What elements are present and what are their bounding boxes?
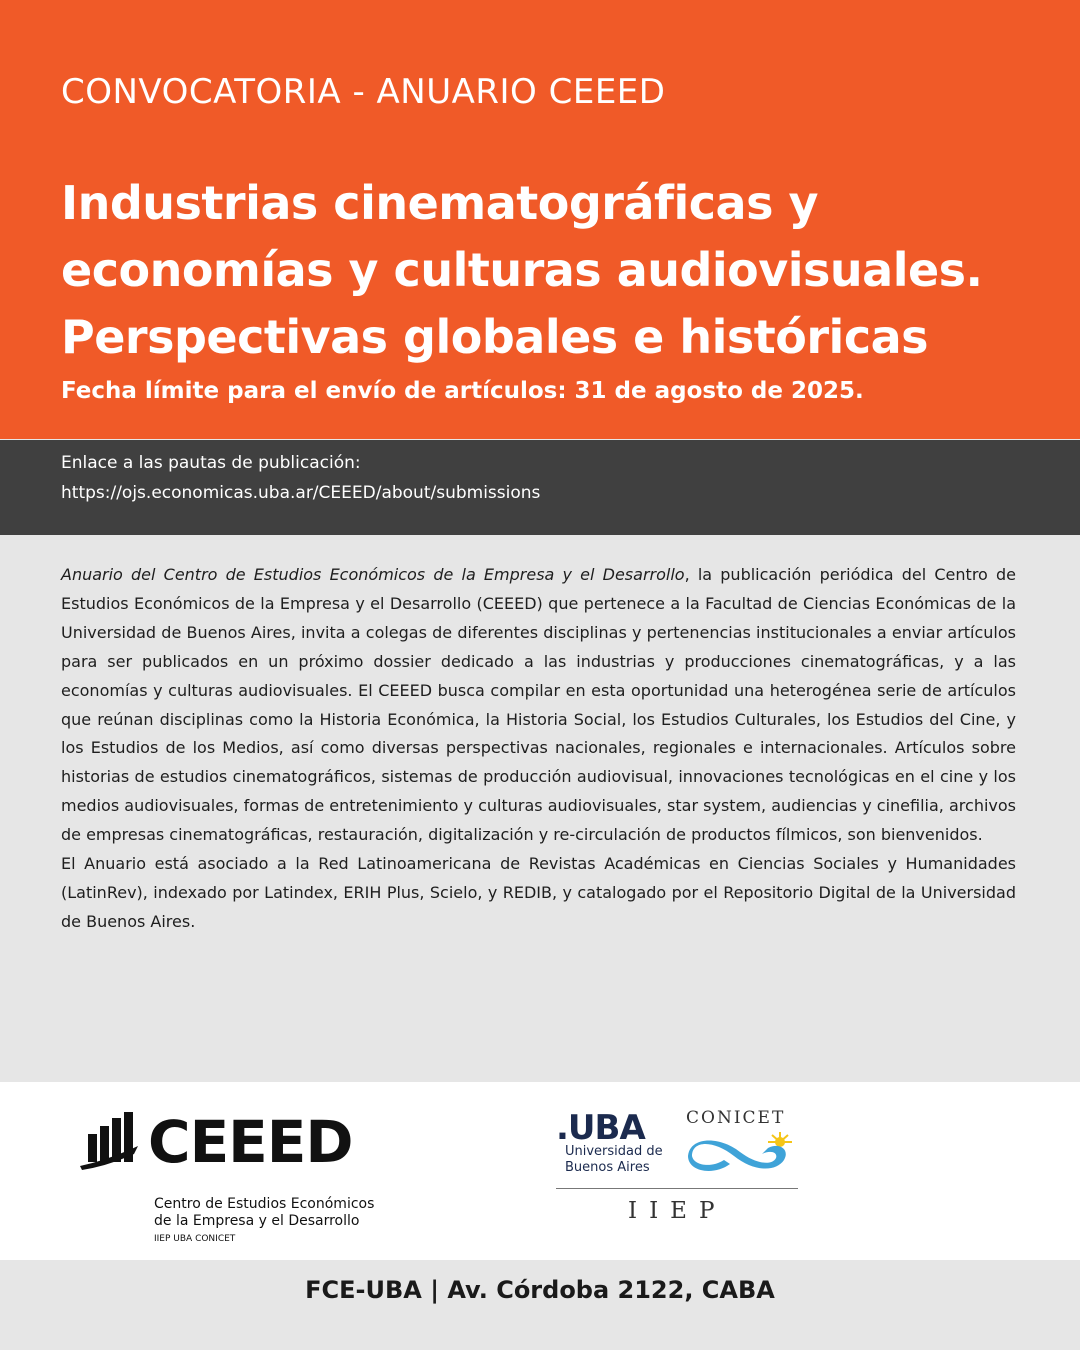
call-description: [61, 561, 1016, 937]
title-line-2: economías y culturas audiovisuales.: [61, 243, 983, 297]
bar-chart-icon: [78, 1110, 142, 1172]
submission-link[interactable]: https://ojs.economicas.uba.ar/CEEED/about/submissions: [61, 483, 541, 503]
logo-divider: [556, 1188, 798, 1189]
page-title: [61, 170, 1051, 371]
uba-wordmark: .UBA: [556, 1108, 645, 1148]
deadline-text: Fecha límite para el envío de artículos: 31 de agosto de 2025.: [61, 378, 864, 404]
footer: [0, 1260, 1080, 1350]
title-line-1: Industrias cinematográficas y: [61, 176, 818, 230]
kicker-title: CONVOCATORIA - ANUARIO CEEED: [61, 72, 666, 112]
ceeed-wordmark: CEEED: [148, 1108, 353, 1176]
journal-name: Anuario del Centro de Estudios Económicos de la Empresa y el Desarrollo: [61, 565, 685, 584]
title-line-3: Perspectivas globales e históricas: [61, 310, 929, 364]
conicet-wordmark: CONICET: [686, 1108, 786, 1128]
footer-address: FCE-UBA | Av. Córdoba 2122, CABA: [305, 1276, 775, 1304]
conicet-infinity-icon: [684, 1130, 800, 1180]
uba-subtitle-2: Buenos Aires: [565, 1160, 650, 1175]
paragraph-1-text: , la publicación periódica del Centro de Estudios Económicos de la Empresa y el Desarrollo (CEEED) que pertenece a la Facultad de Ciencias Económicas de la Universidad de Buenos Aires, invita a colegas de diferentes disciplinas y pertenencias institucionales a enviar artículos para ser publicados en un próximo dossier dedicado a las industrias y producciones cinematográficas, y a las economías y culturas audiovisuales. El CEEED busca compilar en esta oportunidad una heterogénea serie de artículos que reúnan disciplinas como la Historia Económica, la Historia Social, los Estudios Culturales, los Estudios del Cine, y los Estudios de los Medios, así como diversas perspectivas nacionales, regionales e internacionales. Artículos sobre historias de estudios cinematográficos, sistemas de producción audiovisual, innovaciones tecnológicas en el cine y los medios audiovisuales, formas de entretenimiento y culturas audiovisuales, star system, audiencias y cinefilia, archivos de empresas cinematográficas, restauración, digitalización y re-circulación de productos fílmicos, son bienvenidos.: [61, 565, 1017, 845]
ceeed-subtitle-2: de la Empresa y el Desarrollo: [154, 1213, 360, 1229]
logos-strip: [0, 1082, 1080, 1260]
header-banner: [0, 0, 1080, 439]
iiep-wordmark: IIEP: [628, 1198, 727, 1224]
ceeed-logo: [78, 1108, 378, 1244]
ceeed-subtitle-1: Centro de Estudios Económicos: [154, 1196, 375, 1212]
uba-subtitle-1: Universidad de: [565, 1144, 663, 1159]
ceeed-subtitle-3: IIEP UBA CONICET: [154, 1234, 236, 1244]
paragraph-1: [61, 561, 1016, 850]
link-label: Enlace a las pautas de publicación:: [61, 453, 361, 473]
paragraph-2: El Anuario está asociado a la Red Latinoamericana de Revistas Académicas en Ciencias Sociales y Humanidades (LatinRev), indexado por Latindex, ERIH Plus, Scielo, y REDIB, y catalogado por el Repositorio Digital de la Universidad de Buenos Aires.: [61, 854, 1016, 931]
submission-link-bar: [0, 440, 1080, 535]
